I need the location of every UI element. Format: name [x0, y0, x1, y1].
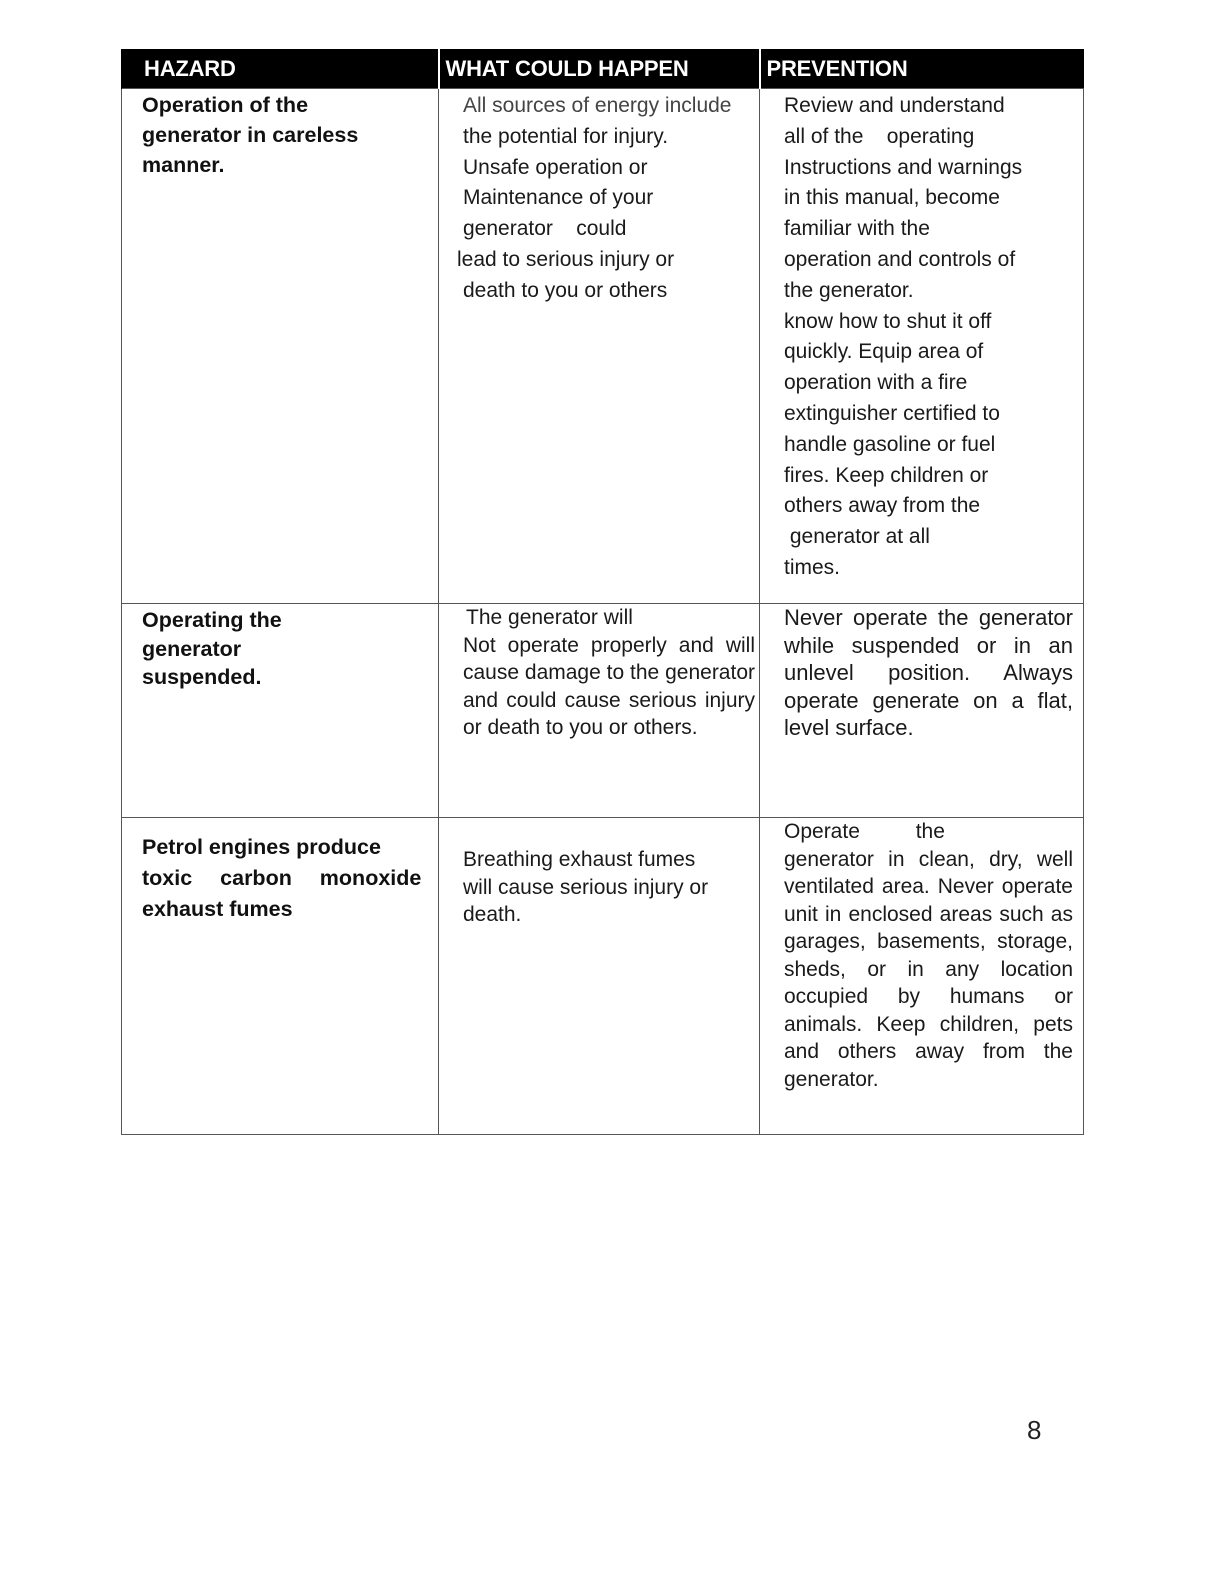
prevention-line: the generator.: [784, 278, 914, 302]
happen-paragraph: Not operate properly and will cause damage to the generator and could cause serious injury or death to you or others.: [463, 633, 755, 739]
what-could-happen-cell: [439, 818, 760, 1135]
hazard-line: Petrol engines produce: [142, 835, 381, 859]
prevention-line: times.: [784, 555, 841, 579]
prevention-paragraph: Never operate the generator while suspended or in an unlevel position. Always operate generate on a flat, level surface.: [784, 605, 1073, 740]
prevention-line: in this manual, become: [784, 186, 1000, 210]
hazard-line: manner.: [142, 153, 225, 177]
prevention-line: others away from the: [784, 494, 981, 518]
prevention-line: Review and understand: [784, 94, 1005, 117]
prevention-cell: [760, 818, 1084, 1135]
hazard-line: suspended.: [142, 665, 262, 689]
table-row: [122, 818, 1084, 1135]
what-could-happen-cell: [439, 604, 760, 818]
prevention-line: all of the operating: [784, 124, 975, 148]
table-row: [122, 604, 1084, 818]
prevention-line: familiar with the: [784, 217, 930, 241]
happen-line: lead to serious injury or: [457, 247, 675, 271]
table-row: [122, 89, 1084, 604]
prevention-paragraph: generator in clean, dry, well ventilated area. Never operate unit in enclosed areas such as garages, basements, storage, sheds, or in any location occupied by humans or animals. Keep children, pets and others away from the generator.: [784, 847, 1073, 1091]
hazard-line: exhaust fumes: [142, 897, 293, 921]
prevention-line: fires. Keep children or: [784, 463, 989, 487]
prevention-cell: [760, 89, 1084, 604]
hazard-line: Operating the: [142, 608, 282, 632]
hazard-line: Operation of the: [142, 93, 309, 117]
happen-line: death to you or others: [463, 278, 668, 302]
prevention-line: Instructions and warnings: [784, 155, 1023, 179]
happen-line: generator could: [463, 217, 627, 241]
happen-line: death.: [463, 903, 522, 926]
what-could-happen-cell: [439, 89, 760, 604]
happen-line: the potential for injury.: [463, 124, 669, 148]
prevention-line: handle gasoline or fuel: [784, 432, 996, 456]
happen-line: Breathing exhaust fumes: [463, 848, 696, 871]
happen-line: will cause serious injury or: [463, 875, 709, 899]
prevention-line: operation with a fire: [784, 371, 968, 395]
hazard-line: toxic carbon monoxide: [142, 866, 422, 890]
prevention-line: operation and controls of: [784, 247, 1016, 271]
hazard-cell: [122, 89, 439, 604]
hazard-line: generator in careless: [142, 123, 359, 147]
page-number: 8: [1027, 1415, 1042, 1445]
hazard-table: [121, 49, 1084, 1135]
header-prevention: PREVENTION: [760, 50, 1084, 89]
prevention-line: quickly. Equip area of: [784, 340, 984, 364]
prevention-cell: [760, 604, 1084, 818]
prevention-line: extinguisher certified to: [784, 401, 1000, 425]
prevention-line: Operate the: [784, 820, 945, 843]
prevention-line: know how to shut it off: [784, 309, 992, 333]
happen-line: Maintenance of your: [463, 186, 654, 210]
happen-line: Unsafe operation or: [463, 155, 648, 179]
hazard-cell: [122, 604, 439, 818]
table-header-row: [122, 50, 1084, 89]
hazard-cell: [122, 818, 439, 1135]
header-hazard: HAZARD: [122, 50, 439, 89]
prevention-line: generator at all: [784, 525, 930, 549]
happen-line: All sources of energy include: [463, 94, 732, 117]
hazard-line: generator: [142, 636, 242, 661]
header-what-could-happen: WHAT COULD HAPPEN: [439, 50, 760, 89]
happen-line: The generator will: [466, 606, 633, 629]
